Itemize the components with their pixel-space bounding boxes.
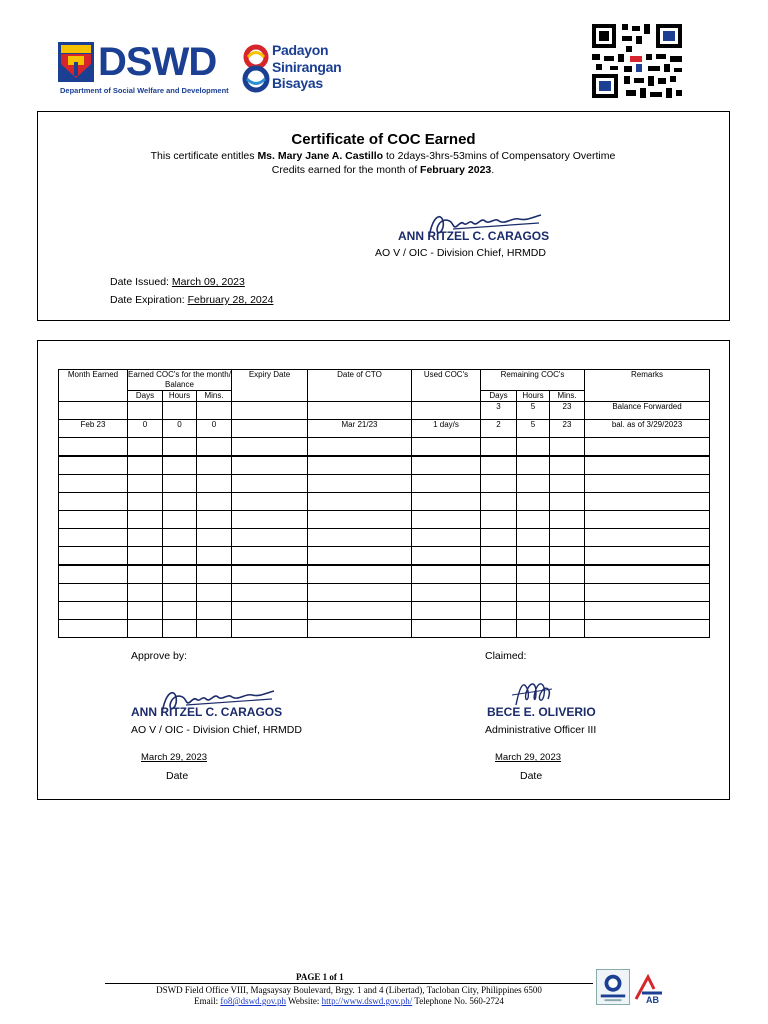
cell-earned-mins [197,402,232,420]
empty-cell [550,438,585,457]
empty-cell [481,475,517,493]
table-row [59,584,710,602]
date-issued-value: March 09, 2023 [171,276,245,288]
empty-cell [59,511,128,529]
empty-cell [197,493,232,511]
date-issued-line [110,276,245,288]
subheader-remaining-days: Days [481,391,517,402]
cell-used: 1 day/s [412,420,481,438]
dswd-logo [58,40,229,98]
subheader-earned-days: Days [128,391,163,402]
empty-cell [481,456,517,475]
empty-cell [308,456,412,475]
date-expiration-line [110,294,273,306]
cell-remaining-hours: 5 [517,402,550,420]
empty-cell [197,620,232,638]
empty-cell [197,584,232,602]
empty-cell [308,529,412,547]
empty-cell [481,529,517,547]
cell-remaining-hours: 5 [517,420,550,438]
footer-address-block [105,985,593,1007]
empty-cell [481,620,517,638]
empty-cell [308,475,412,493]
header-date-of-cto: Date of CTO [308,370,412,402]
statement-text-1: This certificate entitles [150,150,258,162]
cell-remarks: Balance Forwarded [585,402,710,420]
table-row [59,602,710,620]
empty-cell [128,565,163,584]
empty-cell [517,547,550,566]
empty-cell [550,547,585,566]
cell-earned-days: 0 [128,420,163,438]
empty-cell [550,565,585,584]
cell-remaining-mins: 23 [550,402,585,420]
empty-cell [163,547,197,566]
cell-earned-hours [163,402,197,420]
empty-cell [128,602,163,620]
empty-cell [232,438,308,457]
empty-cell [197,475,232,493]
footer-divider [105,983,593,984]
cell-remaining-days: 2 [481,420,517,438]
empty-cell [163,602,197,620]
certificate-title: Certificate of COC Earned [291,131,476,148]
email-label: Email: [194,996,221,1006]
table-row [59,438,710,457]
empty-cell [128,511,163,529]
earned-month: February 2023 [420,163,492,176]
empty-cell [412,547,481,566]
empty-cell [59,547,128,566]
empty-cell [412,493,481,511]
qr-code-icon [590,22,684,100]
cell-remarks: bal. as of 3/29/2023 [585,420,710,438]
empty-cell [481,602,517,620]
table-row [59,620,710,638]
empty-cell [59,493,128,511]
empty-cell [550,456,585,475]
empty-cell [585,511,710,529]
cell-month: Feb 23 [59,420,128,438]
office-address: DSWD Field Office VIII, Magsaysay Boulevard, Brgy. 1 and 4 (Libertad), Tacloban City, Philippines 6500 [156,985,542,995]
page-number: PAGE 1 of 1 [296,972,344,982]
subheader-earned-hours: Hours [163,391,197,402]
empty-cell [128,529,163,547]
certificate-panel [37,111,730,321]
empty-cell [232,584,308,602]
empty-cell [481,565,517,584]
cell-earned-days [128,402,163,420]
cell-used [412,402,481,420]
table-row [59,420,710,438]
empty-cell [481,584,517,602]
empty-cell [585,584,710,602]
empty-cell [232,602,308,620]
empty-cell [59,438,128,457]
empty-cell [59,475,128,493]
empty-cell [412,529,481,547]
statement-text-3: Credits earned for the month of [271,163,421,176]
empty-cell [308,602,412,620]
empty-cell [517,456,550,475]
table-row [59,456,710,475]
empty-cell [197,565,232,584]
email-link[interactable]: fo8@dswd.gov.ph [220,996,287,1006]
empty-cell [163,529,197,547]
empty-cell [59,602,128,620]
coc-ledger-table [58,369,710,638]
empty-cell [232,475,308,493]
empty-cell [585,456,710,475]
empty-cell [128,475,163,493]
empty-cell [550,529,585,547]
header-used-coc: Used COC's [412,370,481,402]
claim-date: March 29, 2023 [495,752,562,763]
date-expiration-value: February 28, 2024 [187,294,274,306]
header-remaining-coc: Remaining COC's [481,370,585,391]
table-row [59,565,710,584]
empty-cell [585,620,710,638]
campaign-line-3: Bisayas [272,75,323,91]
empty-cell [412,456,481,475]
empty-cell [481,493,517,511]
empty-cell [197,602,232,620]
empty-cell [550,511,585,529]
empty-cell [517,493,550,511]
empty-cell [308,565,412,584]
empty-cell [163,493,197,511]
empty-cell [308,493,412,511]
empty-cell [232,565,308,584]
empty-cell [163,565,197,584]
empty-cell [550,602,585,620]
website-label: Website: [286,996,322,1006]
table-row [59,529,710,547]
table-row [59,493,710,511]
empty-cell [197,511,232,529]
empty-cell [128,438,163,457]
empty-cell [197,547,232,566]
empty-cell [308,547,412,566]
contact-line [105,996,593,1007]
empty-cell [412,438,481,457]
empty-cell [585,547,710,566]
letterhead [0,0,768,110]
table-row [59,402,710,420]
empty-cell [517,565,550,584]
empty-cell [232,493,308,511]
date-expiration-label: Date Expiration: [110,294,188,306]
empty-cell [232,456,308,475]
empty-cell [59,565,128,584]
svg-text:AB: AB [646,995,659,1005]
agency-acronym: DSWD [98,40,217,84]
empty-cell [550,493,585,511]
empty-cell [481,547,517,566]
campaign-text [272,42,341,92]
approve-by-label: Approve by: [131,650,188,662]
certificate-statement [98,150,668,177]
empty-cell [412,602,481,620]
cell-remaining-days: 3 [481,402,517,420]
empty-cell [232,547,308,566]
empty-cell [585,529,710,547]
claimed-label: Claimed: [485,650,527,662]
cell-expiry [232,420,308,438]
empty-cell [517,475,550,493]
empty-cell [59,620,128,638]
empty-cell [517,602,550,620]
empty-rows [59,438,710,638]
table-row [59,547,710,566]
empty-cell [163,620,197,638]
empty-cell [59,456,128,475]
empty-cell [128,620,163,638]
page-footer [0,965,768,1024]
empty-cell [308,511,412,529]
empty-cell [481,438,517,457]
empty-cell [163,475,197,493]
cell-remaining-mins: 23 [550,420,585,438]
empty-cell [412,584,481,602]
signatory-name: ANN RITZEL C. CARAGOS [398,229,550,243]
ledger-panel [37,340,730,800]
campaign-line-2: Sinirangan [272,58,342,75]
cell-earned-hours: 0 [163,420,197,438]
cell-earned-mins: 0 [197,420,232,438]
agency-name: Department of Social Welfare and Development [60,86,229,95]
approve-date: March 29, 2023 [141,752,208,763]
dswd-emblem-icon [58,42,94,82]
telephone-text: Telephone No. 560-2724 [412,996,504,1006]
empty-cell [412,475,481,493]
header-earned-coc: Earned COC's for the month/ Balance [128,370,231,389]
header-row [59,370,710,391]
subheader-earned-mins: Mins. [197,391,232,402]
padayon-logo [240,42,350,98]
empty-cell [550,620,585,638]
empty-cell [232,529,308,547]
subheader-remaining-mins: Mins. [550,391,585,402]
table-row [59,511,710,529]
cell-month [59,402,128,420]
empty-cell [232,620,308,638]
empty-cell [232,511,308,529]
table-row [59,475,710,493]
empty-cell [308,438,412,457]
empty-cell [163,456,197,475]
empty-cell [585,475,710,493]
cell-cto-date [308,402,412,420]
empty-cell [197,529,232,547]
empty-cell [308,620,412,638]
empty-cell [412,620,481,638]
header-remarks: Remarks [585,370,710,402]
padayon-8-icon [242,44,270,94]
date-issued-label: Date Issued: [110,276,172,288]
empty-cell [585,438,710,457]
empty-cell [128,547,163,566]
empty-cell [128,456,163,475]
empty-cell [517,438,550,457]
statement-text-4: . [491,163,495,176]
empty-cell [517,511,550,529]
signatory-position: AO V / OIC - Division Chief, HRMDD [375,247,546,259]
empty-cell [412,565,481,584]
empty-cell [163,511,197,529]
empty-cell [517,584,550,602]
empty-cell [517,620,550,638]
empty-cell [197,456,232,475]
campaign-line-1: Padayon [272,42,329,58]
socotec-certification-icon [596,969,630,1005]
subheader-remaining-hours: Hours [517,391,550,402]
claimant-position: Administrative Officer III [485,724,597,736]
empty-cell [197,438,232,457]
empty-cell [517,529,550,547]
empty-cell [59,529,128,547]
empty-cell [585,493,710,511]
claim-date-caption: Date [520,770,543,782]
header-expiry-date: Expiry Date [232,370,308,402]
claimant-name: BECE E. OLIVERIO [487,705,596,719]
empty-cell [163,584,197,602]
header-month-earned: Month Earned [59,370,128,402]
empty-cell [59,584,128,602]
approve-date-caption: Date [166,770,189,782]
approver-name: ANN RITZEL C. CARAGOS [131,705,283,719]
approver-position: AO V / OIC - Division Chief, HRMDD [131,724,302,736]
website-link[interactable]: http://www.dswd.gov.ph/ [321,996,413,1006]
empty-cell [128,584,163,602]
empty-cell [550,475,585,493]
empty-cell [412,511,481,529]
cell-expiry [232,402,308,420]
statement-text-2: to 2days-3hrs-53mins of Compensatory Overtime [383,150,616,162]
empty-cell [308,584,412,602]
cell-cto-date: Mar 21/23 [308,420,412,438]
empty-cell [128,493,163,511]
empty-cell [585,602,710,620]
empty-cell [550,584,585,602]
empty-cell [163,438,197,457]
employee-name: Ms. Mary Jane A. Castillo [257,150,384,162]
empty-cell [481,511,517,529]
ab-accreditation-icon [632,973,664,1005]
empty-cell [585,565,710,584]
